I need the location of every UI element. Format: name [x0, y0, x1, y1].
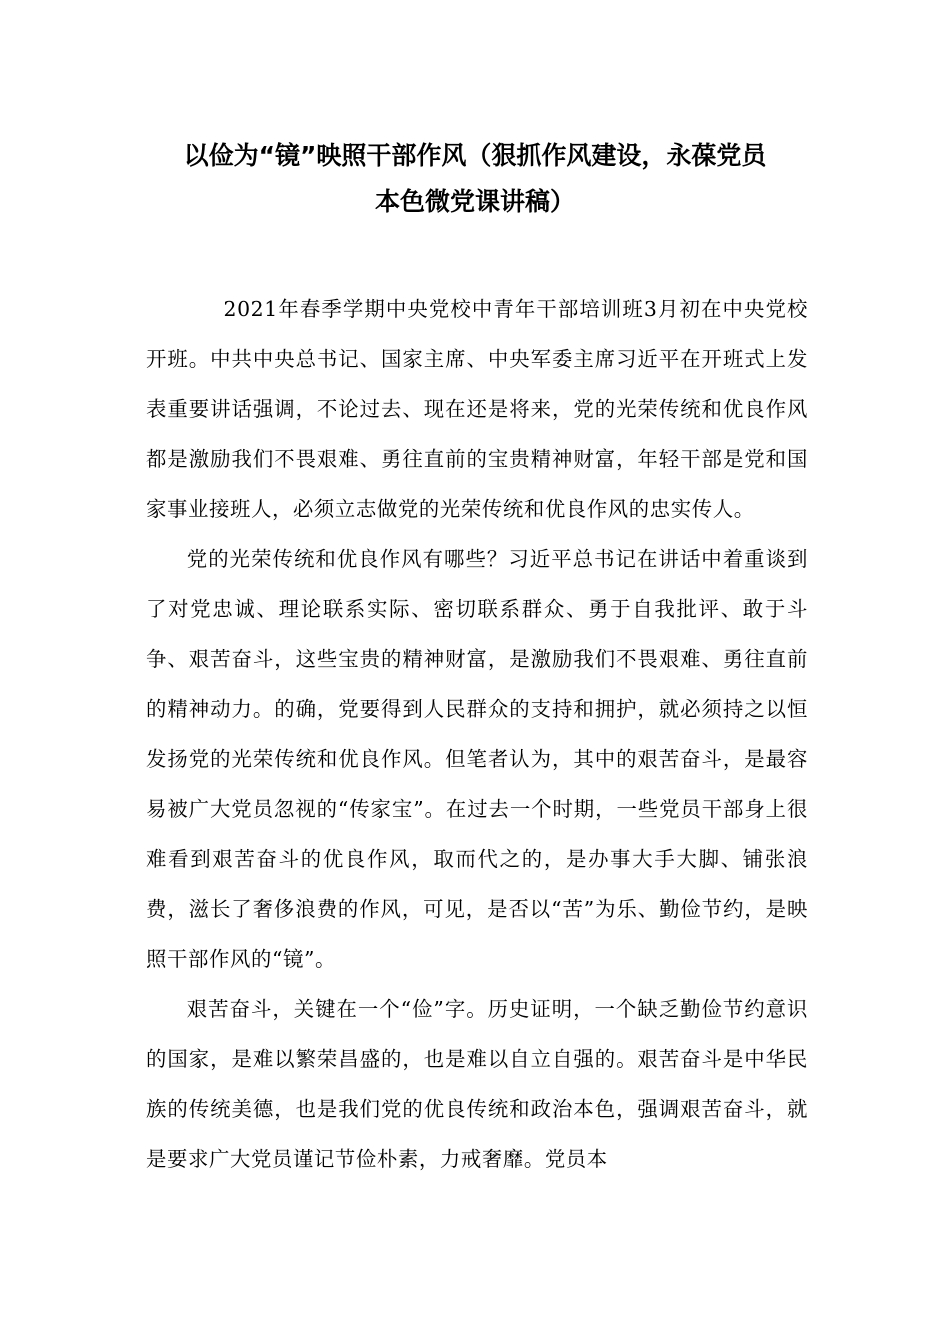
document-body — [146, 284, 808, 1184]
document-title-line-2: 本色微党课讲稿） — [374, 187, 575, 216]
paragraph-3: 艰苦奋斗，关键在一个“俭”字。历史证明，一个缺乏勤俭节约意识的国家，是难以繁荣昌盛的，也是难以自立自强的。艰苦奋斗是中华民族的传统美德，也是我们党的优良传统和政治本色，强调艰苦奋斗，就是要求广大党员谨记节俭朴素，力戒奢靡。党员本 — [146, 997, 808, 1171]
paragraph-1: 2021年春季学期中央党校中青年干部培训班3月初在中央党校开班。中共中央总书记、国家主席、中央军委主席习近平在开班式上发表重要讲话强调，不论过去、现在还是将来，党的光荣传统和优良作风都是激励我们不畏艰难、勇往直前的宝贵精神财富，年轻干部是党和国家事业接班人，必须立志做党的光荣传统和优良作风的忠实传人。 — [146, 297, 808, 521]
paragraph-2: 党的光荣传统和优良作风有哪些？习近平总书记在讲话中着重谈到了对党忠诚、理论联系实际、密切联系群众、勇于自我批评、敢于斗争、艰苦奋斗，这些宝贵的精神财富，是激励我们不畏艰难、勇往直前的精神动力。的确，党要得到人民群众的支持和拥护，就必须持之以恒发扬党的光荣传统和优良作风。但笔者认为，其中的艰苦奋斗，是最容易被广大党员忽视的“传家宝”。在过去一个时期，一些党员干部身上很难看到艰苦奋斗的优良作风，取而代之的，是办事大手大脚、铺张浪费，滋长了奢侈浪费的作风，可见，是否以“苦”为乐、勤俭节约，是映照干部作风的“镜”。 — [146, 547, 808, 971]
document-title-line-1: 以俭为“镜”映照干部作风（狠抓作风建设，永葆党员 — [183, 141, 767, 170]
